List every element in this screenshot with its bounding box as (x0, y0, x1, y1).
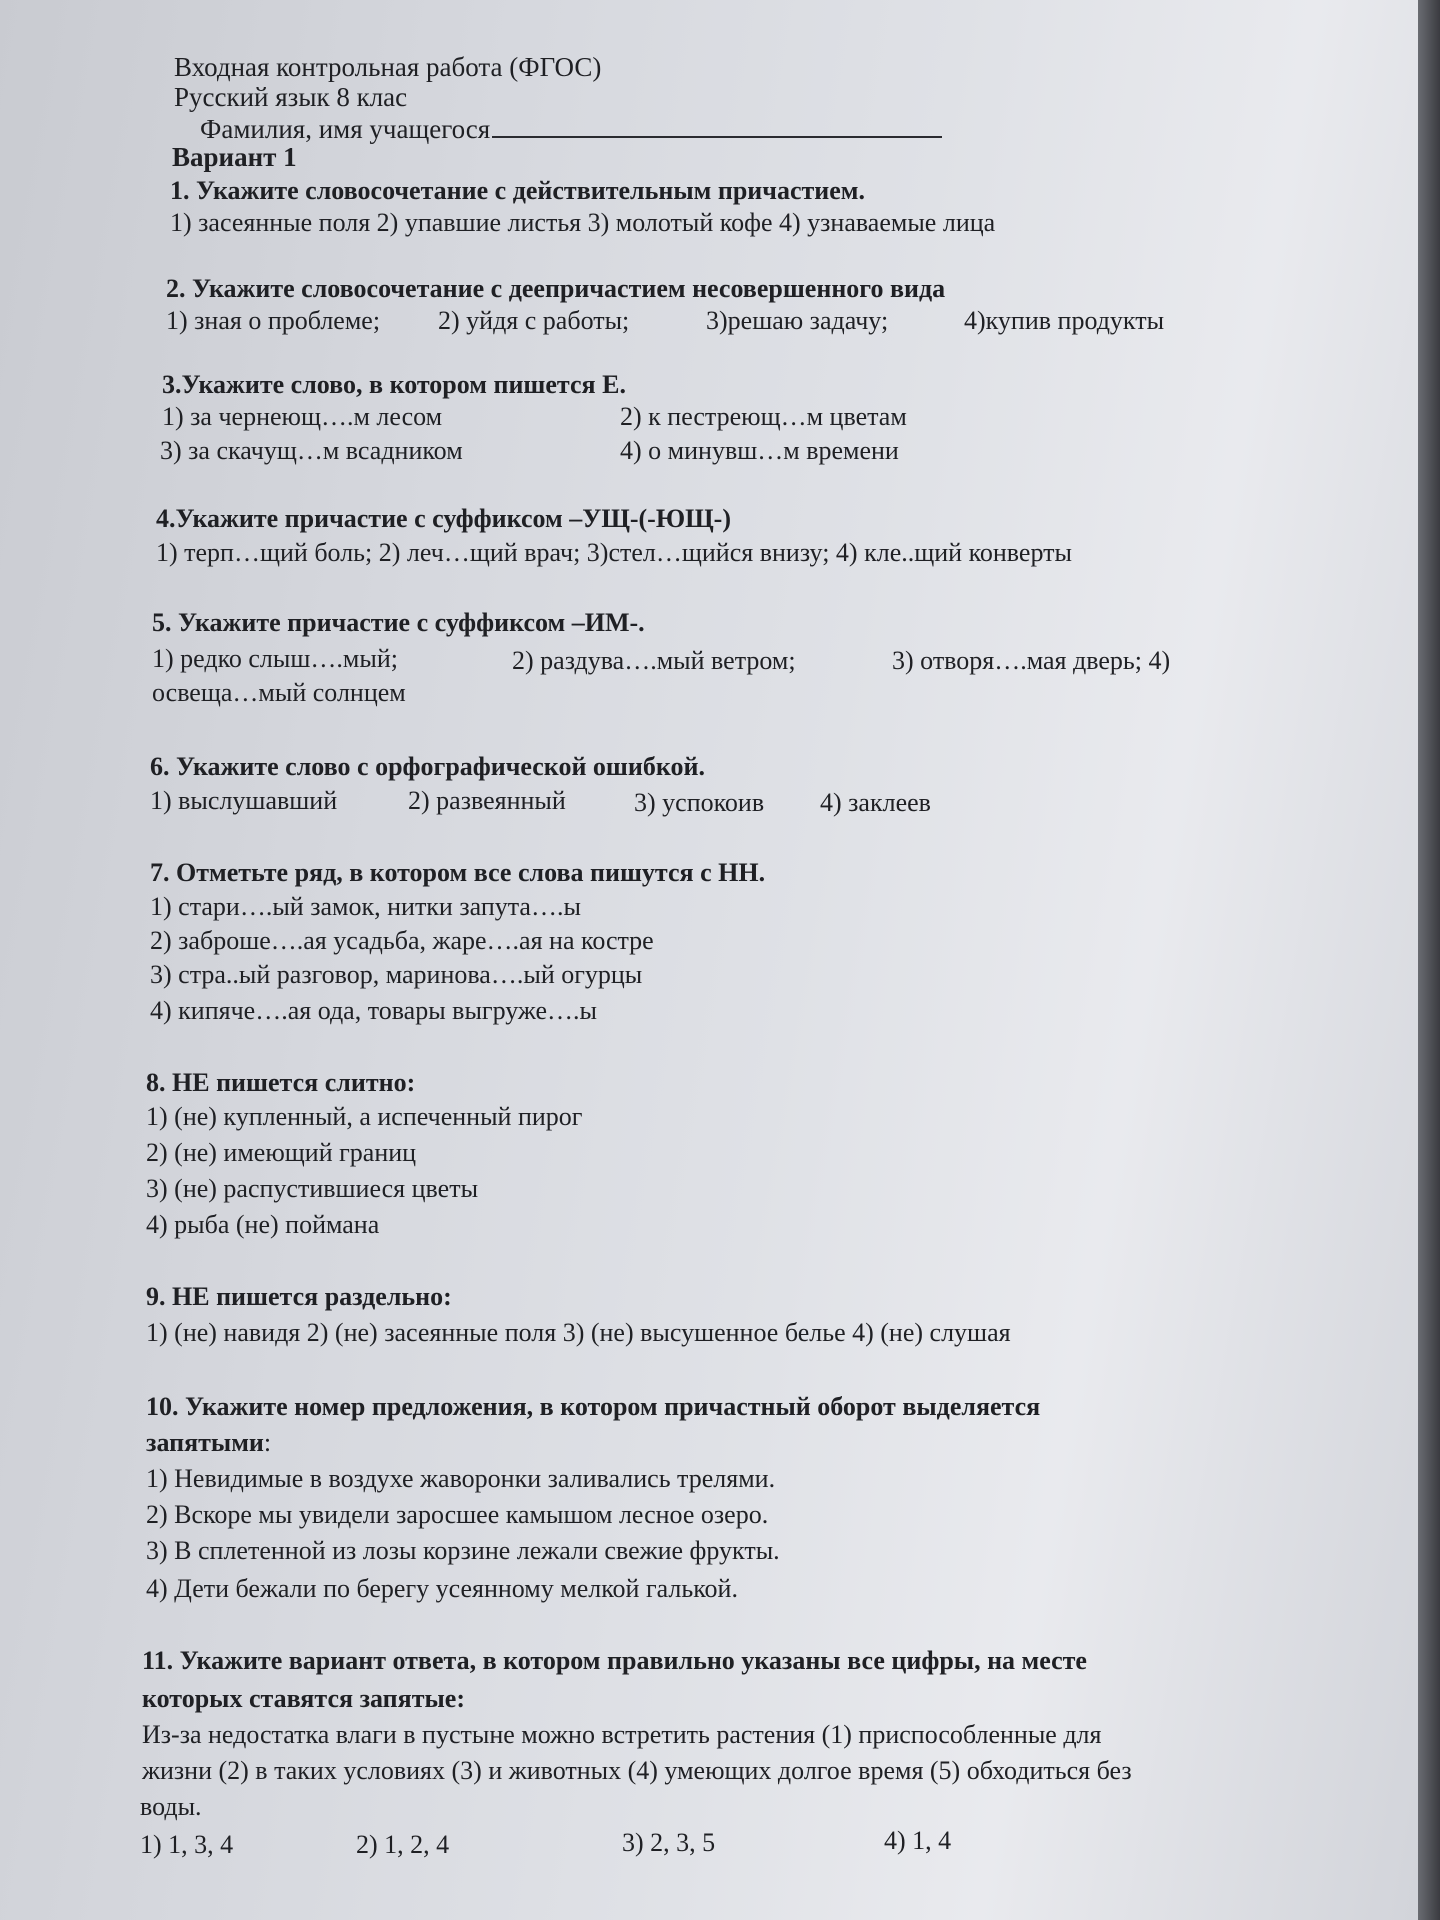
question-5-option-3: 3) отворя….мая дверь; 4) (892, 646, 1171, 675)
question-8-option-2: 2) (не) имеющий границ (146, 1138, 417, 1167)
question-10-title: 10. Укажите номер предложения, в котором причастный оборот выделяется (146, 1392, 1041, 1421)
question-2-option-3: 3)решаю задачу; (706, 306, 889, 335)
question-5-continuation: освеща…мый солнцем (152, 678, 406, 707)
question-8-title: 8. НЕ пишется слитно: (146, 1068, 416, 1097)
question-5-option-1: 1) редко слыш….мый; (152, 644, 398, 673)
question-8-option-4: 4) рыба (не) поймана (146, 1210, 380, 1239)
question-8-option-3: 3) (не) распустившиеся цветы (146, 1174, 479, 1203)
question-8-option-1: 1) (не) купленный, а испеченный пирог (146, 1102, 583, 1131)
doc-title: Входная контрольная работа (ФГОС) (174, 52, 602, 82)
question-11-option-2: 2) 1, 2, 4 (356, 1830, 450, 1859)
question-7-option-4: 4) кипяче….ая ода, товары выгруже….ы (150, 996, 598, 1025)
question-11-option-1: 1) 1, 3, 4 (140, 1830, 234, 1859)
table-edge (1418, 0, 1440, 1920)
question-4-options: 1) терп…щий боль; 2) леч…щий врач; 3)стел…щийся внизу; 4) кле..щий конверты (156, 538, 1072, 567)
question-7-title: 7. Отметьте ряд, в котором все слова пишутся с НН. (150, 858, 766, 887)
question-2-title: 2. Укажите словосочетание с деепричастием несовершенного вида (166, 274, 946, 303)
student-name-row (200, 112, 942, 144)
question-2-option-1: 1) зная о проблеме; (166, 306, 381, 335)
question-4-title: 4.Укажите причастие с суффиксом –УЩ-(-ЮЩ-) (156, 504, 731, 533)
question-10-title-word: запятыми (146, 1428, 264, 1457)
question-6-option-1: 1) выслушавший (150, 786, 338, 815)
question-6-option-4: 4) заклеев (820, 788, 931, 817)
question-11-text-line-1: Из-за недостатка влаги в пустыне можно встретить растения (1) приспособленные для (142, 1720, 1102, 1749)
question-11-title: 11. Укажите вариант ответа, в котором правильно указаны все цифры, на месте (142, 1646, 1087, 1675)
question-10-option-1: 1) Невидимые в воздухе жаворонки заливались трелями. (146, 1464, 776, 1493)
doc-subject: Русский язык 8 клас (174, 82, 408, 112)
student-name-label: Фамилия, имя учащегося (200, 114, 491, 144)
question-10-title-continuation (146, 1428, 271, 1458)
question-5-title: 5. Укажите причастие с суффиксом –ИМ-. (152, 608, 645, 637)
question-3-option-1: 1) за чернеющ….м лесом (162, 402, 443, 431)
question-11-text-line-2: жизни (2) в таких условиях (3) и животных (4) умеющих долгое время (5) обходиться без (142, 1756, 1132, 1785)
question-10-title-colon: : (263, 1428, 272, 1457)
question-6-option-2: 2) развеянный (408, 786, 566, 815)
question-1-title: 1. Укажите словосочетание с действительным причастием. (170, 176, 865, 205)
question-9-title: 9. НЕ пишется раздельно: (146, 1282, 452, 1311)
question-6-title: 6. Укажите слово с орфографической ошибкой. (150, 752, 705, 781)
question-7-option-3: 3) стра..ый разговор, маринова….ый огурцы (150, 960, 643, 989)
question-3-title: 3.Укажите слово, в котором пишется Е. (162, 370, 626, 399)
question-11-option-3: 3) 2, 3, 5 (622, 1828, 716, 1857)
question-3-option-3: 3) за скачущ…м всадником (160, 436, 463, 465)
question-11-text-line-3: воды. (140, 1792, 202, 1821)
question-1-options: 1) засеянные поля 2) упавшие листья 3) молотый кофе 4) узнаваемые лица (170, 208, 996, 237)
question-7-option-1: 1) стари….ый замок, нитки запута….ы (150, 892, 581, 921)
question-10-option-2: 2) Вскоре мы увидели заросшее камышом лесное озеро. (146, 1500, 769, 1529)
student-name-blank (492, 112, 942, 138)
variant-label: Вариант 1 (172, 142, 297, 172)
question-2-option-4: 4)купив продукты (964, 306, 1165, 335)
question-10-option-4: 4) Дети бежали по берегу усеянному мелкой галькой. (146, 1574, 738, 1603)
question-11-option-4: 4) 1, 4 (884, 1826, 952, 1855)
question-3-option-4: 4) о минувш…м времени (620, 436, 899, 465)
question-3-option-2: 2) к пестреющ…м цветам (620, 402, 907, 431)
question-9-options: 1) (не) навидя 2) (не) засеянные поля 3) (не) высушенное белье 4) (не) слушая (146, 1318, 1011, 1347)
question-5-option-2: 2) раздува….мый ветром; (512, 646, 796, 675)
question-10-option-3: 3) В сплетенной из лозы корзине лежали свежие фрукты. (146, 1536, 780, 1565)
question-7-option-2: 2) заброше….ая усадьба, жаре….ая на костре (150, 926, 654, 955)
question-2-option-2: 2) уйдя с работы; (438, 306, 630, 335)
question-11-title-continuation: которых ставятся запятые: (142, 1684, 465, 1713)
question-6-option-3: 3) успокоив (634, 788, 765, 817)
